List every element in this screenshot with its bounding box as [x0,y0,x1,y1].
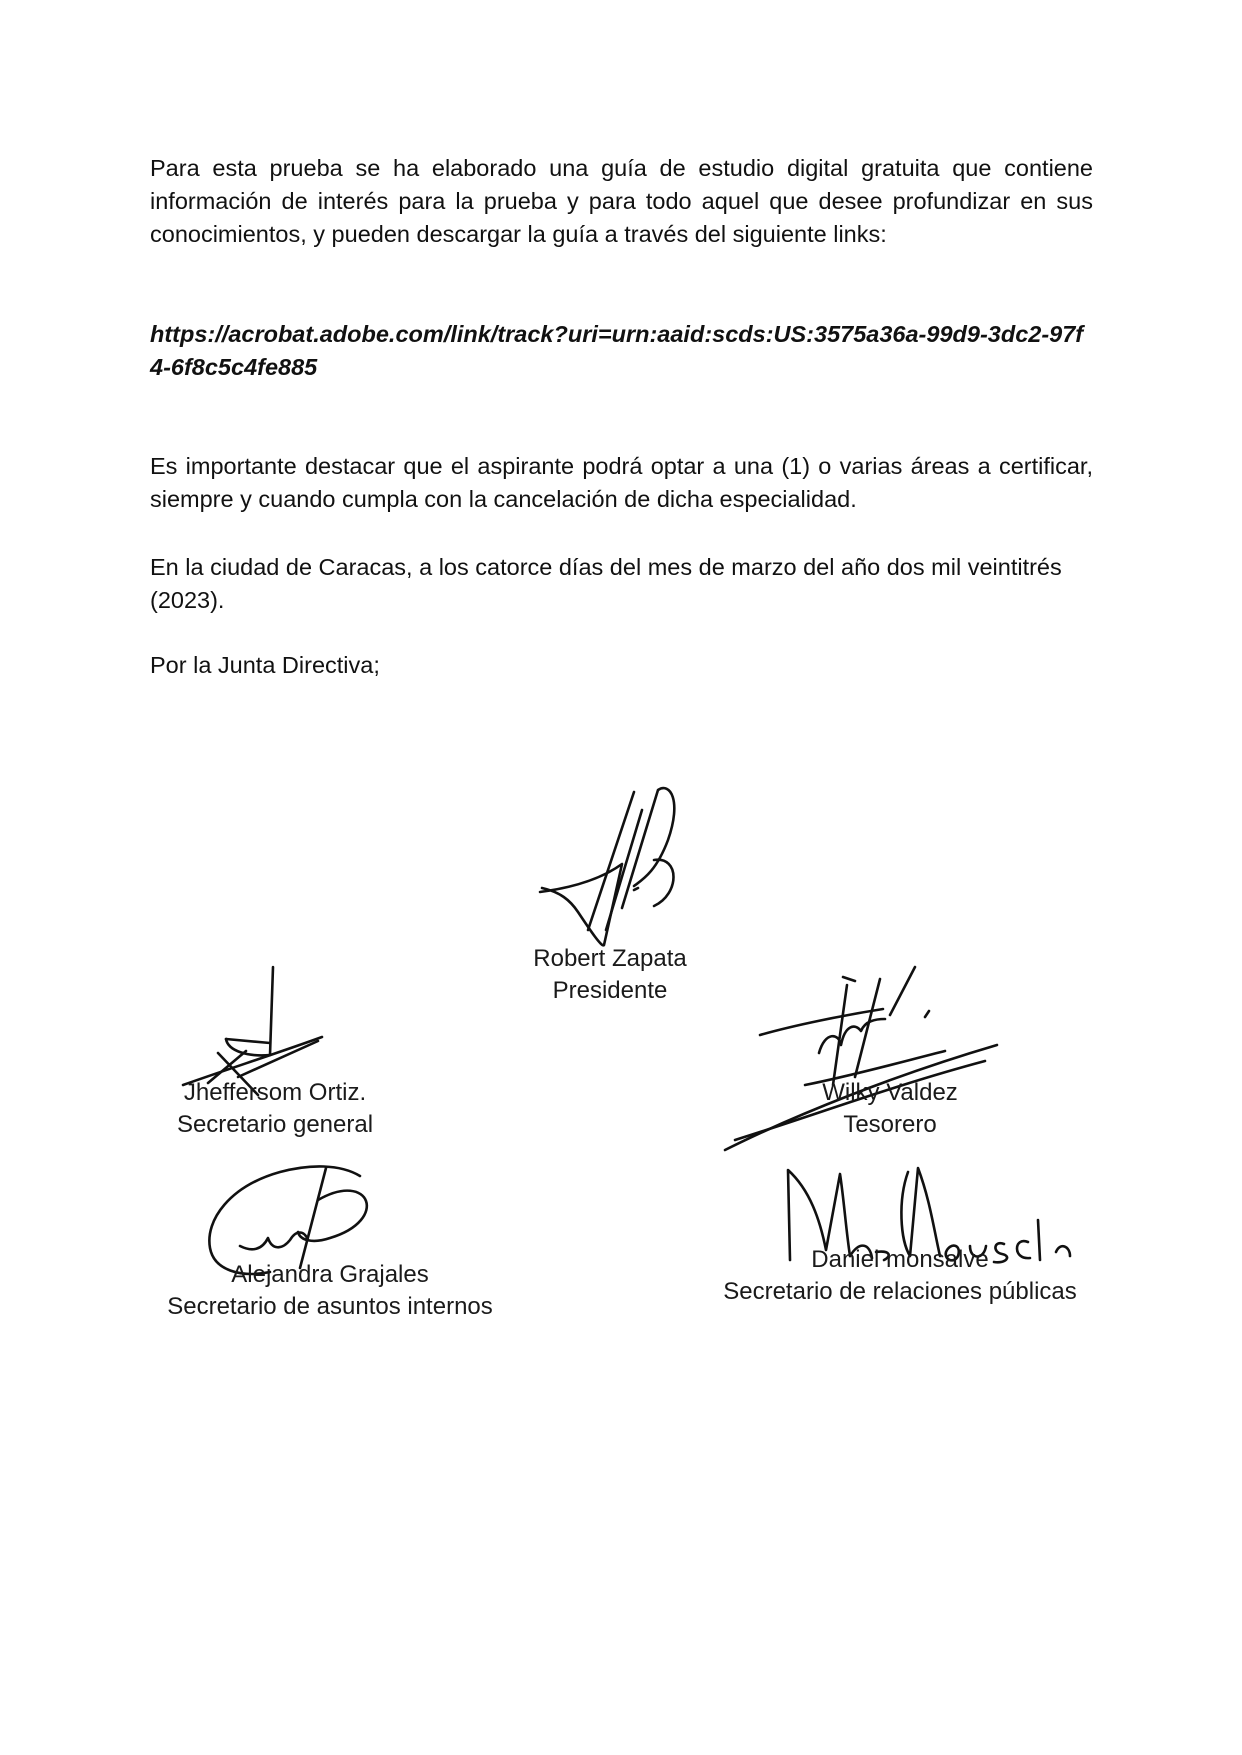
president-block [520,943,700,1007]
president-name: Robert Zapata [533,945,687,972]
president-signature [530,780,700,960]
treasurer-block [790,1077,990,1141]
president-role: Presidente [552,977,668,1004]
public-relations-block [700,1244,1100,1308]
intro-paragraph: Para esta prueba se ha elaborado una guía de estudio digital gratuita que contiene información de interés para la prueba y para todo aquel que desee profundizar en sus conocimientos, y pueden descargar la guía a través del siguiente links: [150,155,1093,247]
guide-link[interactable]: https://acrobat.adobe.com/link/track?uri=urn:aaid:scds:US:3575a36a-99d9-3dc2-97f4-6f8c5c4fe885 [150,321,1084,380]
place-date-paragraph: En la ciudad de Caracas, a los catorce días del mes de marzo del año dos mil veintitrés (2023). [150,554,1062,613]
treasurer-role: Tesorero [843,1111,937,1138]
treasurer-name: Wilky Valdez [822,1079,958,1106]
internal-affairs-role: Secretario de asuntos internos [167,1293,493,1320]
public-relations-role: Secretario de relaciones públicas [723,1278,1077,1305]
general-secretary-role: Secretario general [176,1111,374,1138]
internal-affairs-block [150,1259,510,1323]
general-secretary-block [160,1077,390,1141]
internal-affairs-name: Alejandra Grajales [231,1261,429,1288]
general-secretary-name: Jheffersom Ortiz. [183,1079,367,1106]
note-paragraph: Es importante destacar que el aspirante podrá optar a una (1) o varias áreas a certificar, siempre y cuando cumpla con la cancelación de dicha especialidad. [150,453,1093,512]
public-relations-name: Daniel monsalve [811,1246,989,1273]
closing-line: Por la Junta Directiva; [150,652,380,678]
